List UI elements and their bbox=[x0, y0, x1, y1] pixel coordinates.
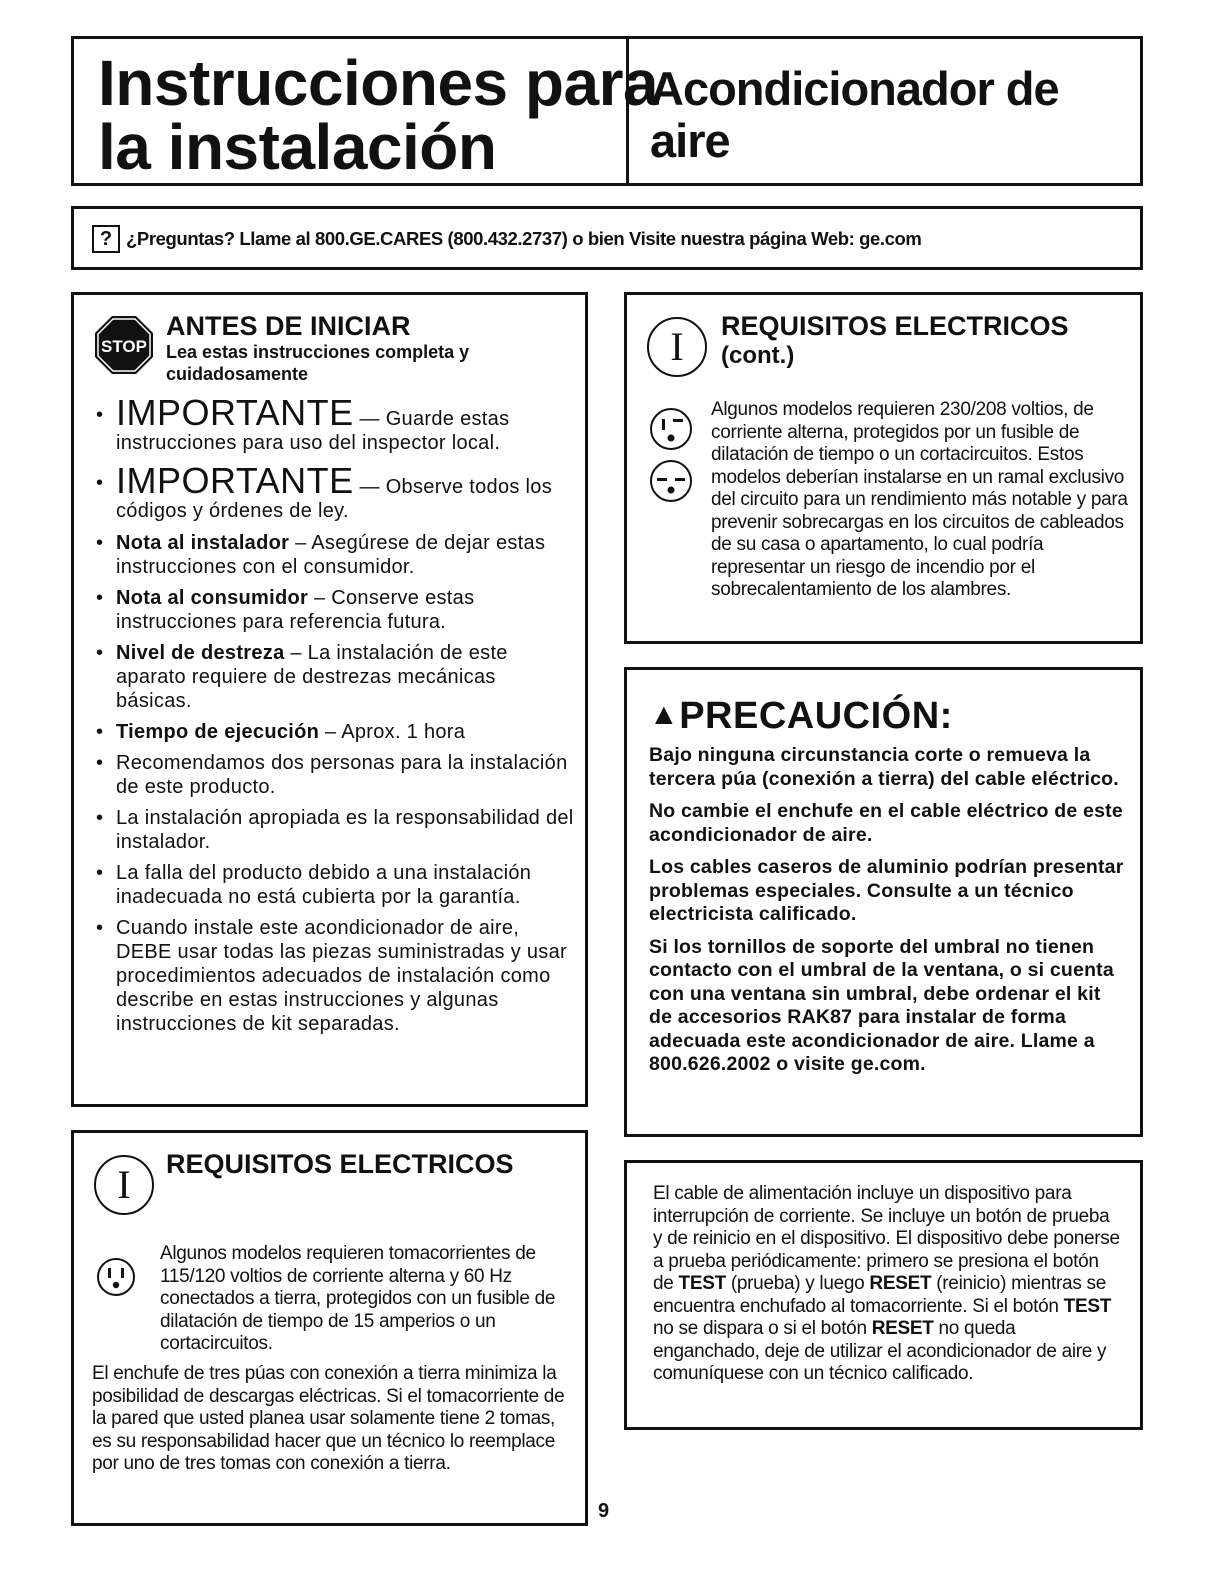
list-item: • Nota al consumidor – Conserve estas instrucciones para referencia futura. bbox=[96, 587, 475, 633]
208v-outlet-icon bbox=[649, 459, 693, 503]
electrical-cont-header bbox=[721, 311, 1069, 371]
list-item: • La falla del producto debido a una instalación inadecuada no está cubierta por la garantía. bbox=[96, 862, 532, 908]
reset-label: RESET bbox=[869, 1273, 932, 1294]
item-text: — Guarde estas instrucciones para uso del inspector local. bbox=[116, 408, 510, 454]
electrical-requirements-cont-section bbox=[624, 292, 1143, 644]
before-title: ANTES DE INICIAR bbox=[166, 311, 411, 341]
list-item: • Cuando instale este acondicionador de aire, DEBE usar todas las piezas suministradas y usar procedimientos adecuados de instalación como describe en estas instrucciones y algunas instrucciones de kit separadas. bbox=[96, 917, 567, 1035]
important-label: IMPORTANTE bbox=[116, 460, 354, 501]
before-subtitle-2: cuidadosamente bbox=[166, 364, 309, 384]
cord-text-part: no queda enganchado, deje de utilizar el acondicionador de aire y comuníquese con un técnico calificado. bbox=[653, 1318, 1107, 1384]
230v-outlet-icon bbox=[649, 407, 693, 451]
electrical-cont-subtitle: (cont.) bbox=[721, 342, 795, 369]
caution-title bbox=[649, 694, 953, 737]
item-label: Nivel de destreza bbox=[116, 642, 285, 664]
caution-paragraph: Si los tornillos de soporte del umbral no tienen contacto con el umbral de la ventana, o si cuenta con una ventana sin umbral, debe ordenar el kit de accesorios RAK87 para instalar de forma adecuada este acondicionador de aire. Llame a 800.626.2002 o visite ge.com. bbox=[649, 935, 1114, 1075]
cord-text-part: El cable de alimentación incluye un dispositivo para interrupción de corriente. Se incluye un botón de prueba y de reinicio en el dispositivo. El dispositivo debe ponerse a prueba periódicamente: primero se presiona el botón de bbox=[653, 1183, 1120, 1294]
caution-body bbox=[649, 744, 1129, 1086]
electrical-requirements-section bbox=[71, 1130, 588, 1526]
cord-text-part: (reinicio) mientras se encuentra enchufado al tomacorriente. Si el botón bbox=[653, 1273, 1106, 1317]
test-label: TEST bbox=[678, 1273, 726, 1294]
product-name: Acondicionador de aire bbox=[650, 62, 1059, 167]
item-label: Tiempo de ejecución bbox=[116, 721, 320, 743]
list-item: • Nota al instalador – Asegúrese de dejar estas instrucciones con el consumidor. bbox=[96, 532, 546, 578]
info-icon: I bbox=[647, 317, 707, 377]
title-line-2: la instalación bbox=[98, 111, 497, 183]
important-label: IMPORTANTE bbox=[116, 392, 354, 433]
item-text: Cuando instale este acondicionador de aire, DEBE usar todas las piezas suministradas y usar procedimientos adecuados de instalación como describe en estas instrucciones y algunas instrucciones de kit separadas. bbox=[116, 917, 567, 1035]
item-text: Recomendamos dos personas para la instalación de este producto. bbox=[116, 752, 568, 798]
item-label: Nota al instalador bbox=[116, 532, 290, 554]
caution-paragraph: No cambie el enchufe en el cable eléctrico de este acondicionador de aire. bbox=[649, 800, 1123, 846]
230v-requirement-text: Algunos modelos requieren 230/208 voltios, de corriente alterna, protegidos por un fusible de dilatación de tiempo o un cortacircuitos. Estos modelos deberían instalarse en un ramal exclusivo del circuito para un rendimiento más notable y para prevenir sobrecargas en los circuitos de cableados de su casa o apartamento, lo cual podría representar un riesgo de incendio por el sobrecalentamiento de los alambres. bbox=[711, 399, 1128, 600]
page-header bbox=[71, 36, 1143, 186]
cord-text-part: (prueba) y luego bbox=[725, 1273, 870, 1294]
electrical-title: REQUISITOS ELECTRICOS bbox=[166, 1149, 514, 1179]
outlet-requirement-text: Algunos modelos requieren tomacorrientes de 115/120 voltios de corriente alterna y 60 Hz conectados a tierra, protegidos con un fusible de dilatación de tiempo de 15 amperios o un cortacircuitos. bbox=[160, 1243, 556, 1354]
item-text: La falla del producto debido a una instalación inadecuada no está cubierta por la garantía. bbox=[116, 862, 532, 908]
caution-section bbox=[624, 667, 1143, 1137]
test-label: TEST bbox=[1063, 1295, 1112, 1317]
item-label: Nota al consumidor bbox=[116, 587, 309, 609]
page-title bbox=[98, 47, 659, 183]
page-number: 9 bbox=[598, 1500, 610, 1522]
electrical-cont-title: REQUISITOS ELECTRICOS bbox=[721, 311, 1069, 341]
item-text: – Conserve estas instrucciones para referencia futura. bbox=[116, 587, 475, 633]
list-item: • La instalación apropiada es la responsabilidad del instalador. bbox=[96, 807, 574, 853]
reset-label: RESET bbox=[871, 1318, 934, 1339]
title-line-1: Instrucciones para bbox=[98, 47, 659, 119]
item-text: – La instalación de este aparato requiere de destrezas mecánicas básicas. bbox=[116, 642, 508, 712]
item-text: – Asegúrese de dejar estas instrucciones con el consumidor. bbox=[116, 532, 546, 578]
before-subtitle-1: Lea estas instrucciones completa y bbox=[166, 342, 470, 362]
warning-triangle-icon: ▲ bbox=[649, 698, 680, 731]
list-item: • Recomendamos dos personas para la instalación de este producto. bbox=[96, 752, 568, 798]
before-you-begin-section bbox=[71, 292, 588, 1107]
item-text: — Observe todos los códigos y órdenes de ley. bbox=[116, 476, 552, 522]
question-icon: ? bbox=[92, 225, 120, 253]
header-divider bbox=[626, 39, 629, 183]
item-text: – Aprox. 1 hora bbox=[319, 721, 466, 743]
list-item: • Nivel de destreza – La instalación de este aparato requiere de destrezas mecánicas básicas. bbox=[96, 642, 508, 712]
questions-bar bbox=[71, 206, 1143, 270]
info-icon: I bbox=[94, 1155, 154, 1215]
item-text: La instalación apropiada es la responsabilidad del instalador. bbox=[116, 807, 574, 853]
three-prong-outlet-icon bbox=[96, 1257, 136, 1297]
power-cord-text bbox=[653, 1183, 1123, 1386]
cord-text-part: no se dispara o si el botón bbox=[653, 1318, 872, 1339]
list-item: • Tiempo de ejecución – Aprox. 1 hora bbox=[96, 721, 466, 743]
stop-sign-icon bbox=[94, 315, 154, 375]
stop-sign-label: STOP bbox=[101, 337, 147, 356]
before-header bbox=[166, 311, 469, 385]
before-list bbox=[94, 392, 574, 1043]
list-item: • IMPORTANTE — Guarde estas instrucciones para uso del inspector local. bbox=[96, 392, 510, 454]
caution-paragraph: Bajo ninguna circunstancia corte o remueva la tercera púa (conexión a tierra) del cable eléctrico. bbox=[649, 744, 1119, 790]
list-item: • IMPORTANTE — Observe todos los códigos y órdenes de ley. bbox=[96, 460, 552, 522]
caution-title-text: PRECAUCIÓN: bbox=[679, 695, 953, 737]
questions-text: ¿Preguntas? Llame al 800.GE.CARES (800.432.2737) o bien Visite nuestra página Web: ge.com bbox=[126, 228, 922, 249]
grounding-text: El enchufe de tres púas con conexión a tierra minimiza la posibilidad de descargas eléctricas. Si el tomacorriente de la pared que usted planea usar solamente tiene 2 tomas, es su responsabilidad hacer que un técnico lo reemplace por uno de tres tomas con conexión a tierra. bbox=[92, 1363, 565, 1474]
power-cord-section bbox=[624, 1160, 1143, 1430]
caution-paragraph: Los cables caseros de aluminio podrían presentar problemas especiales. Consulte a un técnico electricista calificado. bbox=[649, 856, 1124, 925]
